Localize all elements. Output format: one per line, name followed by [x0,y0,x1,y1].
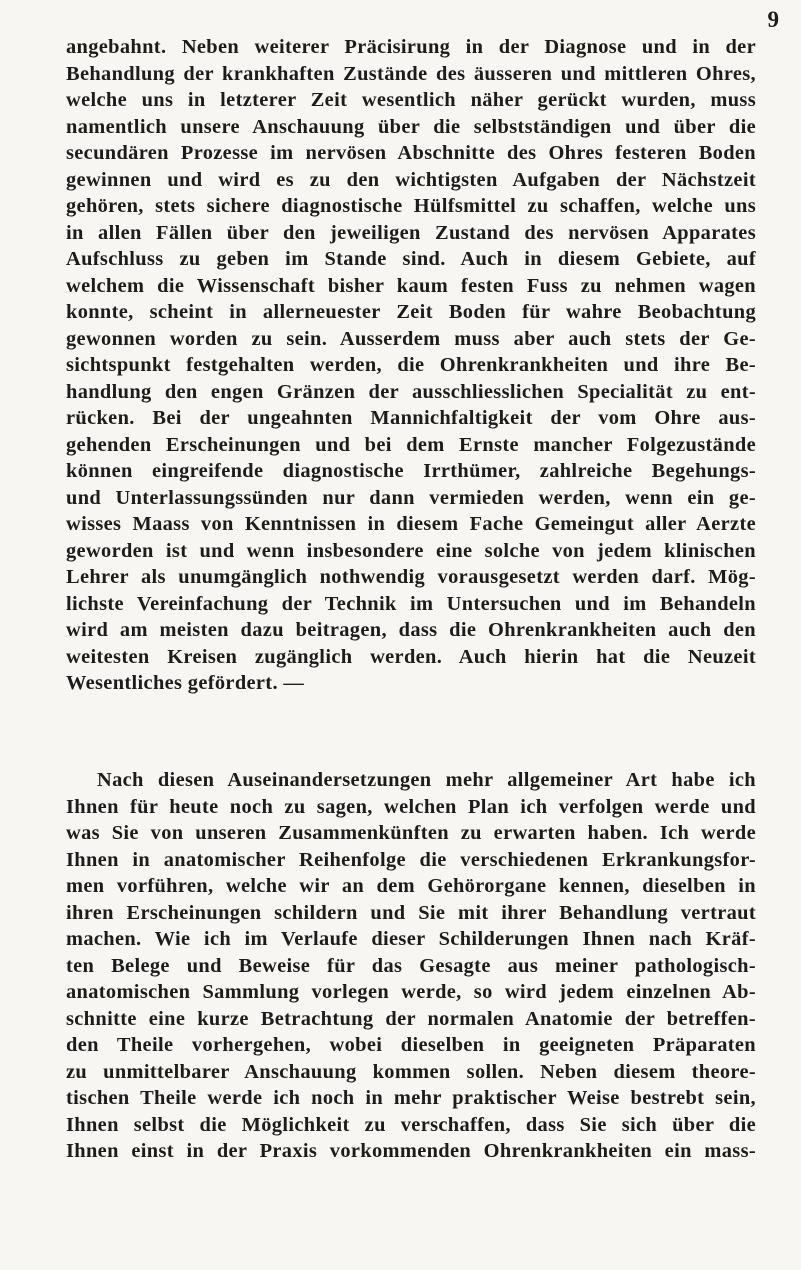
text-line: zu unmittelbarer Anschauung kommen sollen. Neben diesem theore- [66,1060,756,1083]
text-line: und Unterlassungssünden nur dann vermieden werden, wenn ein ge- [66,486,756,509]
text-line: Ihnen einst in der Praxis vorkommenden Ohrenkrankheiten ein mass- [66,1140,756,1162]
text-line: machen. Wie ich im Verlaufe dieser Schilderungen Ihnen nach Kräf- [66,928,756,950]
text-line: welche uns in letzterer Zeit wesentlich näher gerückt wurden, muss [66,89,756,111]
text-line: wird am meisten dazu beitragen, dass die Ohrenkrankheiten auch den [66,619,756,641]
text-line: Wesentliches gefördert. — [66,672,305,694]
text-line: handlung den engen Gränzen der ausschliesslichen Specialität zu ent- [66,380,756,403]
text-line: tischen Theile werde ich noch in mehr praktischer Weise bestrebt sein, [66,1087,756,1109]
text-line: den Theile vorhergehen, wobei dieselben in geeigneten Präparaten [66,1034,756,1056]
text-line: konnte, scheint in allerneuester Zeit Boden für wahre Beobachtung [66,301,756,323]
text-line: gewonnen worden zu sein. Ausserdem muss aber auch stets der Ge- [66,327,756,350]
paragraph-1 [66,34,756,697]
text-line: rücken. Bei der ungeahnten Mannichfaltigkeit der vom Ohre aus- [66,407,756,429]
text-line: was Sie von unseren Zusammenkünften zu erwarten haben. Ich werde [66,822,756,844]
text-line: weitesten Kreisen zugänglich werden. Auch hierin hat die Neuzeit [66,645,756,668]
paragraph-2 [66,767,756,1165]
page-number: 9 [767,7,779,32]
text-line: in allen Fällen über den jeweiligen Zustand des nervösen Apparates [66,221,756,244]
text-line: schnitte eine kurze Betrachtung der normalen Anatomie der betreffen- [66,1007,756,1030]
text-line: Aufschluss zu geben im Stande sind. Auch in diesem Gebiete, auf [66,248,756,270]
text-line: Lehrer als unumgänglich nothwendig vorausgesetzt werden darf. Mög- [66,566,756,588]
text-line: angebahnt. Neben weiterer Präcisirung in der Diagnose und in der [66,36,756,58]
text-line: gehören, stets sichere diagnostische Hülfsmittel zu schaffen, welche uns [66,195,756,217]
text-line: ihren Erscheinungen schildern und Sie mit ihrer Behandlung vertraut [66,901,756,924]
text-line: Nach diesen Auseinandersetzungen mehr allgemeiner Art habe ich [97,769,756,791]
text-line: Ihnen für heute noch zu sagen, welchen Plan ich verfolgen werde und [66,795,756,818]
text-line: namentlich unsere Anschauung über die selbstständigen und über die [66,115,756,138]
text-line: wisses Maass von Kenntnissen in diesem Fache Gemeingut aller Aerzte [66,513,756,535]
text-line: Ihnen in anatomischer Reihenfolge die verschiedenen Erkrankungsfor- [66,848,756,871]
text-line: Ihnen selbst die Möglichkeit zu verschaffen, dass Sie sich über die [66,1113,756,1136]
text-line: secundären Prozesse im nervösen Abschnitte des Ohres festeren Boden [66,142,756,164]
text-line: lichste Vereinfachung der Technik im Untersuchen und im Behandeln [66,592,756,615]
text-line: anatomischen Sammlung vorlegen werde, so wird jedem einzelnen Ab- [66,981,756,1003]
text-line: welchem die Wissenschaft bisher kaum festen Fuss zu nehmen wagen [66,274,756,297]
text-line: können eingreifende diagnostische Irrthümer, zahlreiche Begehungs- [66,460,756,482]
text-line: men vorführen, welche wir an dem Gehörorgane kennen, dieselben in [66,875,756,897]
text-line: geworden ist und wenn insbesondere eine solche von jedem klinischen [66,539,756,562]
text-line: gehenden Erscheinungen und bei dem Ernste mancher Folgezustände [66,433,756,456]
text-line: Behandlung der krankhaften Zustände des äusseren und mittleren Ohres, [66,62,756,85]
text-line: gewinnen und wird es zu den wichtigsten Aufgaben der Nächstzeit [66,168,756,191]
text-line: ten Belege und Beweise für das Gesagte aus meiner pathologisch- [66,954,756,977]
text-line: sichtspunkt festgehalten werden, die Ohrenkrankheiten und ihre Be- [66,354,756,376]
